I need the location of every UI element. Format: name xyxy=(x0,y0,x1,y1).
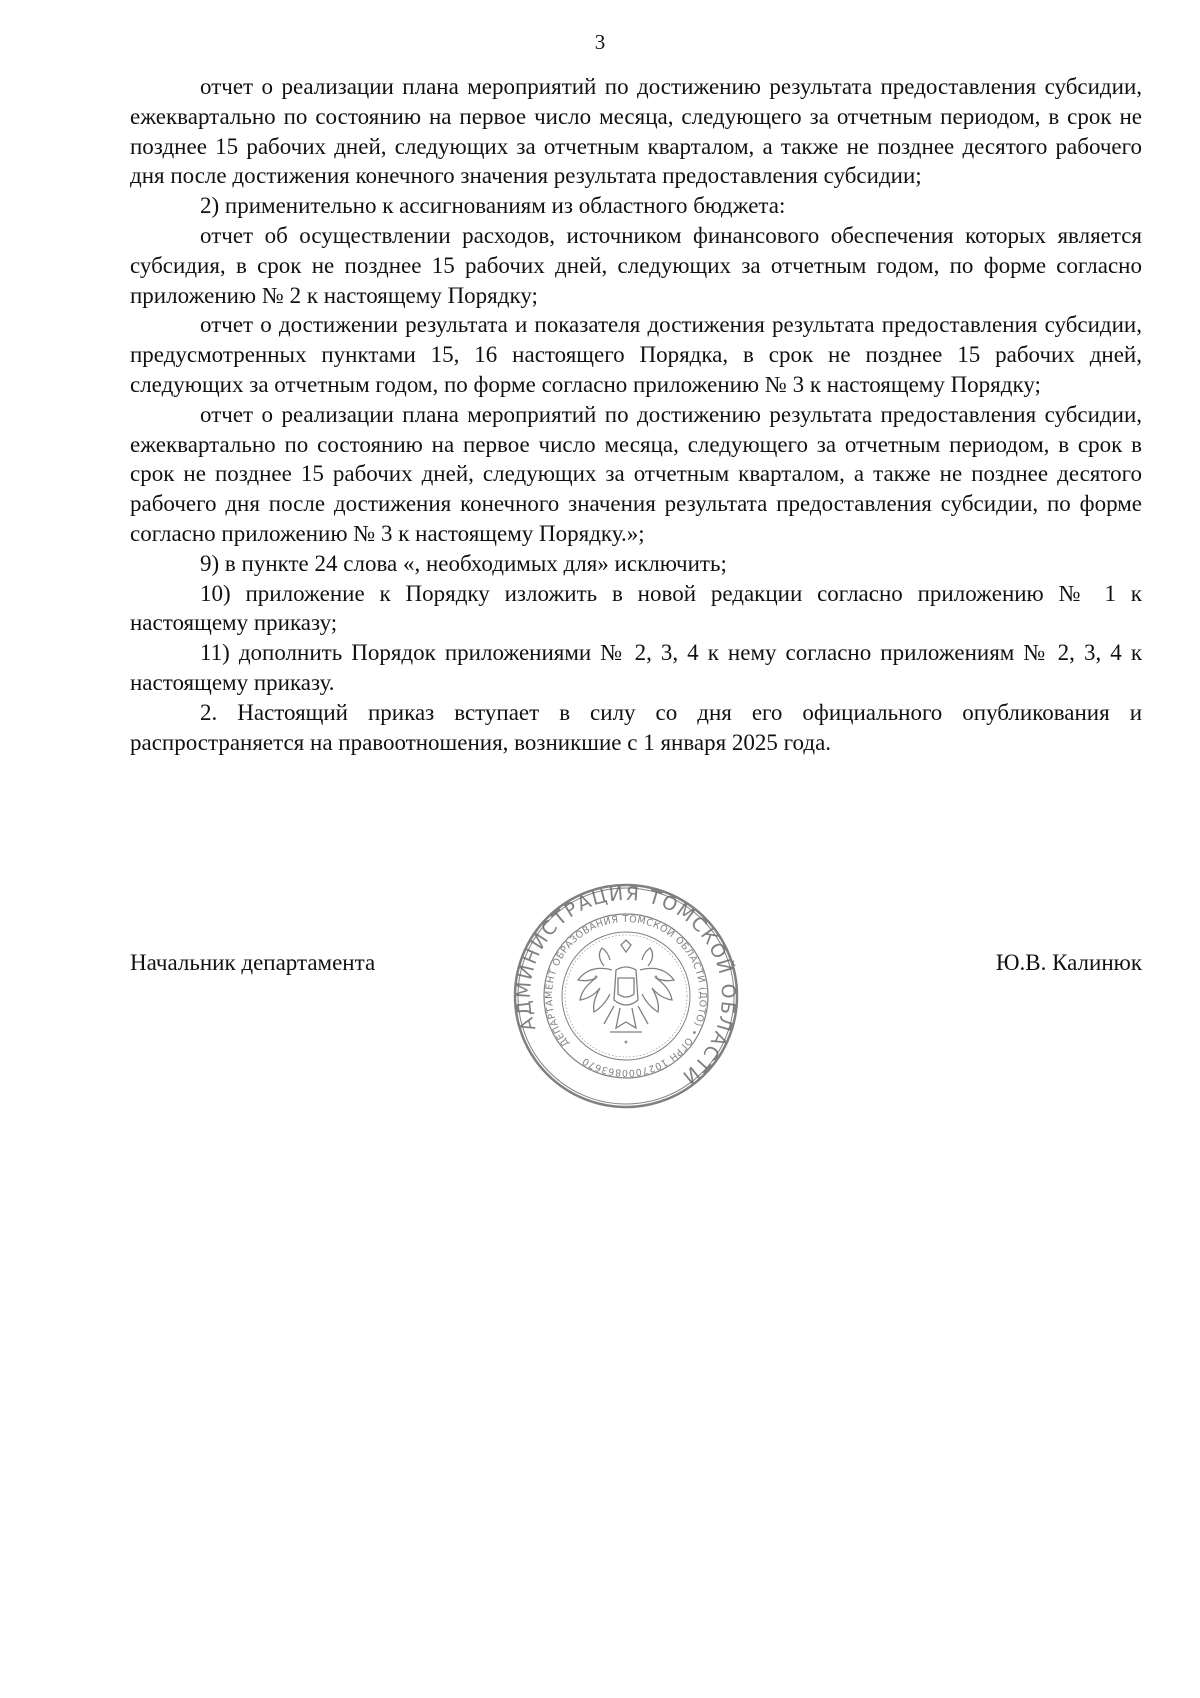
paragraph: 11) дополнить Порядок приложениями № 2, 3, 4 к нему согласно приложениям № 2, 3, 4 к настоящему приказу. xyxy=(130,640,1142,695)
paragraph: отчет об осуществлении расходов, источником финансового обеспечения которых является субсидия, в срок не позднее 15 рабочих дней, следующих за отчетным годом, по форме согласно приложению № 2 к настоящему Порядку; xyxy=(130,222,1142,308)
svg-text:АДМИНИСТРАЦИЯ ТОМСКОЙ ОБЛАСТИ: АДМИНИСТРАЦИЯ ТОМСКОЙ ОБЛАСТИ xyxy=(512,882,740,1089)
signatory-position: Начальник департамента xyxy=(130,950,376,975)
official-seal xyxy=(512,882,740,1110)
page-number: 3 xyxy=(594,30,606,54)
seal-graphic xyxy=(512,882,740,1110)
signatory-name: Ю.В. Калинюк xyxy=(995,950,1142,975)
paragraph: 2. Настоящий приказ вступает в силу со дня его официального опубликования и распространяется на правоотношения, возникшие с 1 января 2025 года. xyxy=(130,699,1142,755)
paragraph: отчет о реализации плана мероприятий по достижению результата предоставления субсидии, ежеквартально по состоянию на первое число месяца, следующего за отчетным периодом, в срок в срок не позднее 15 рабочих дней, следующих за отчетным кварталом, а также не позднее десятого рабочего дня после достижения конечного значения результата предоставления субсидии, по форме согласно приложению № 3 к настоящему Порядку.»; xyxy=(130,401,1142,546)
paragraph: 10) приложение к Порядку изложить в новой редакции согласно приложению № 1 к настоящему приказу; xyxy=(130,580,1142,636)
document-body xyxy=(130,72,1142,757)
paragraph: отчет о достижении результата и показателя достижения результата предоставления субсидии, предусмотренных пунктами 15, 16 настоящего Порядка, в срок не позднее 15 рабочих дней, следующих за отчетным годом, по форме согласно приложению № 3 к настоящему Порядку; xyxy=(130,312,1142,397)
paragraph: 9) в пункте 24 слова «, необходимых для» исключить; xyxy=(200,550,727,576)
svg-text:ДЕПАРТАМЕНТ ОБРАЗОВАНИЯ ТОМСКО: ДЕПАРТАМЕНТ ОБРАЗОВАНИЯ ТОМСКОЙ ОБЛАСТИ (ДОТО) • ОГРН 1027000863670 xyxy=(543,913,709,1079)
paragraph: отчет о реализации плана мероприятий по достижению результата предоставления субсидии, ежеквартально по состоянию на первое число месяца, следующего за отчетным периодом, в срок не позднее 15 рабочих дней, следующих за отчетным кварталом, а также не позднее десятого рабочего дня после достижения конечного значения результата предоставления субсидии; xyxy=(130,74,1142,189)
eagle-emblem-icon xyxy=(578,940,674,1032)
paragraph: 2) применительно к ассигнованиям из областного бюджета: xyxy=(200,193,786,219)
